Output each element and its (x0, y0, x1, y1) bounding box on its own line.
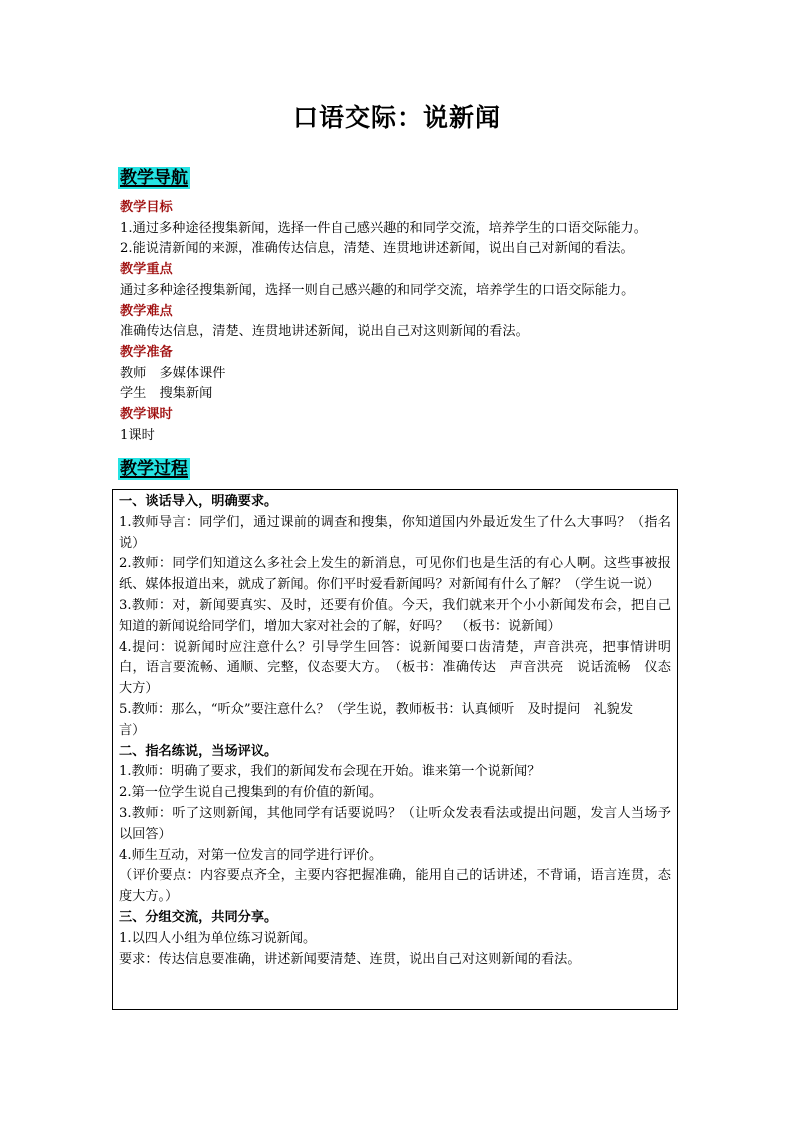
page-title: 口语交际：说新闻 (292, 103, 501, 132)
part-2-title: 二、指名练说，当场评议。 (119, 743, 278, 759)
difficulty-label: 教学难点 (120, 303, 173, 319)
hours-label: 教学课时 (120, 407, 173, 423)
goal-line-2: 2.能说清新闻的来源，准确传达信息，清楚、连贯地讲述新闻，说出自己对新闻的看法。 (120, 241, 634, 257)
preparation-label: 教学准备 (120, 344, 173, 360)
preparation-teacher: 教师 多媒体课件 (120, 365, 226, 381)
teaching-navigation-heading: 教学导航 (120, 168, 188, 188)
goal-line-1: 1.通过多种途径搜集新闻，选择一件自己感兴趣的和同学交流，培养学生的口语交际能力。 (120, 220, 647, 236)
teaching-navigation (120, 198, 700, 446)
part-1-step-2: 2.教师：同学们知道这么多社会上发生的新消息，可见你们也是生活的有心人啊。这些事被报纸、媒体报道出来，就成了新闻。你们平时爱看新闻吗？对新闻有什么了解？（学生说一说） (119, 556, 671, 593)
part-3-title: 三、分组交流，共同分享。 (119, 909, 278, 925)
key-point-label: 教学重点 (120, 262, 173, 278)
teaching-process-box (112, 489, 678, 1010)
part-2-step-2: 2.第一位学生说自己搜集到的有价值的新闻。 (119, 785, 383, 801)
part-2-step-1: 1.教师：明确了要求，我们的新闻发布会现在开始。谁来第一个说新闻？ (119, 764, 541, 780)
part-3-requirement: 要求：传达信息要准确，讲述新闻要清楚、连贯，说出自己对这则新闻的看法。 (119, 951, 581, 967)
part-1-step-5a: 5.教师：那么，“听众”要注意什么？（学生说，教师板书：认真倾听 及时提问 礼貌发 (119, 701, 633, 717)
part-1-step-3: 3.教师：对，新闻要真实、及时，还要有价值。今天，我们就来开个小小新闻发布会，把自己知道的新闻说给同学们，增加大家对社会的了解，好吗？ （板书：说新闻） (119, 597, 671, 634)
part-1-step-5b: 言） (119, 722, 146, 738)
goals-label: 教学目标 (120, 200, 173, 215)
part-3-step-1: 1.以四人小组为单位练习说新闻。 (119, 930, 317, 946)
preparation-student: 学生 搜集新闻 (120, 386, 213, 402)
key-point-text: 通过多种途径搜集新闻，选择一则自己感兴趣的和同学交流，培养学生的口语交际能力。 (120, 282, 635, 298)
part-1-title: 一、谈话导入，明确要求。 (119, 494, 278, 509)
part-2-evaluation: （评价要点：内容要点齐全，主要内容把握准确，能用自己的话讲述，不背诵，语言连贯，态度大方。） (119, 868, 671, 905)
part-1-step-1: 1.教师导言：同学们，通过课前的调查和搜集，你知道国内外最近发生了什么大事吗？（指名说） (119, 514, 671, 551)
difficulty-text: 准确传达信息，清楚、连贯地讲述新闻，说出自己对这则新闻的看法。 (120, 324, 529, 340)
part-2-step-4: 4.师生互动，对第一位发言的同学进行评价。 (119, 847, 383, 863)
hours-text: 1课时 (120, 427, 155, 443)
part-1-step-4: 4.提问：说新闻时应注意什么？引导学生回答：说新闻要口齿清楚，声音洪亮，把事情讲明白，语言要流畅、通顺、完整，仪态要大方。 （板书：准确传达 声音洪亮 说话流畅 仪态大方） (119, 639, 671, 697)
teaching-process-heading: 教学过程 (120, 459, 188, 479)
part-2-step-3: 3.教师：听了这则新闻，其他同学有话要说吗？（让听众发表看法或提出问题，发言人当场予以回答） (119, 805, 671, 842)
